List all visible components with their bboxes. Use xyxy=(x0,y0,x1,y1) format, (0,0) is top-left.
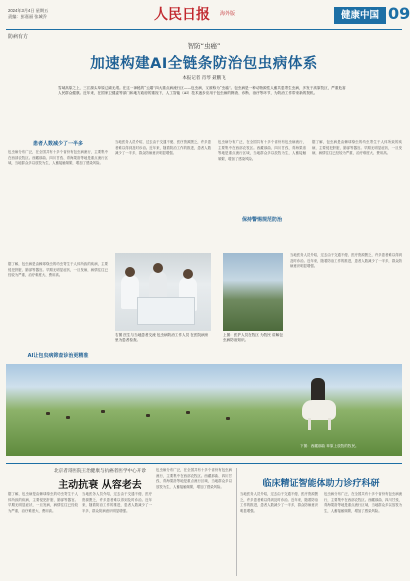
bottom-left-kicker: 北京者哥医院王治健康与抗癌者医学中心开诊 xyxy=(54,469,146,474)
section-divider xyxy=(6,463,402,464)
section-title: 健康中国 xyxy=(334,7,386,24)
subhead-prevention: 保持警惕规范防治 xyxy=(241,217,282,223)
bottom-right-headline: 临床精证智能体助力诊疗科研 xyxy=(262,479,380,489)
white-horse xyxy=(302,400,336,420)
newspaper-logo: 人民日报 xyxy=(154,7,210,23)
livestock-mark xyxy=(66,416,70,419)
masthead xyxy=(6,3,410,30)
column-label: 防病有方 xyxy=(8,34,29,40)
bottom-left-column-1: 据了解，包虫病是由棘球绦虫的幼虫寄生于人体所致的疾病，主要侵犯肝脏、肺部等器官。早期无明显症状，一旦发病，病情往往已经较为严重，治疗难度大、费用高。 xyxy=(8,492,78,513)
article-column-1b: 据了解，包虫病是由棘球绦虫的幼虫寄生于人体所致的疾病，主要侵犯肝脏、肺部等器官。早期无明显症状，一旦发病，病情往往已经较为严重，治疗难度大、费用高。 xyxy=(8,262,108,278)
newspaper-logo-sub: 海外版 xyxy=(220,11,236,17)
article-lead: 雪域高原之上，三江源头草原辽阔无垠。在这一神秘的“云端”四大重点病流行区——包虫病，又被称为“虫癌”。包虫病是一种动物源性人畜共患寄生虫病，多发于高原牧区，严重危害人民群众健康。近年来，在国家卫健委等部门和地方政府的重视下，人工智能（AI）技术逐步应用于包虫病的筛查、诊断、治疗等环节，为防治工作带来新的契机。 xyxy=(58,86,346,96)
issue-date: 2024年3月4日 星期五 xyxy=(8,8,49,13)
livestock-mark xyxy=(46,412,50,415)
photo-caption-grassland: 下图：西藏那曲 草原上放牧的牧民。 xyxy=(300,444,359,448)
horse-rider-figure xyxy=(298,374,338,432)
livestock-mark xyxy=(146,414,150,417)
photo-caption-plateau: 上图：医护人员在牧区 为牧民 讲解包虫病防治知识。 xyxy=(223,333,283,342)
bottom-right-column-1: 当地医务人员介绍，过去由于交通不便、医疗资源匮乏，许多患者难以得到及时诊治。近年来，随着防治工作的推进，患者人数减少了一半多，群众防病意识明显增强。 xyxy=(240,492,318,513)
bottom-right-column-2: 包虫病分布广泛，在全国共有十多个省份有包虫病流行，主要集中在西部农牧区。西藏那曲、四川甘孜、青海果洛等地是重点流行区域，当地群众多以放牧为生，人畜接触频繁，增加了感染风险。 xyxy=(324,492,402,513)
bottom-left-headline: 主动抗衰 从容老去 xyxy=(58,480,142,491)
livestock-mark xyxy=(186,411,190,414)
article-column-1: 包虫病分布广泛，在全国共有十多个省份有包虫病流行，主要集中在西部农牧区。西藏那曲、四川甘孜、青海果洛等地是重点流行区域，当地群众多以放牧为生，人畜接触频繁，增加了感染风险。 xyxy=(8,150,108,166)
column-separator xyxy=(236,468,237,576)
article-byline: 本报记者 肖琴 聂鹏飞 xyxy=(182,76,226,81)
hospital-ward-photo xyxy=(115,253,211,331)
article-column-5: 当地医务人员介绍，过去由于交通不便、医疗资源匮乏，许多患者难以得到及时诊治。近年来，随着防治工作的推进，患者人数减少了一半多，群众防病意识明显增强。 xyxy=(290,253,402,269)
editors-line: 责编：彭嘉丽 张城乔 xyxy=(8,14,47,19)
horse-leg xyxy=(308,418,311,430)
head-shape xyxy=(183,269,193,279)
grassland-herding-photo xyxy=(6,364,402,456)
bottom-left-column-2: 当地医务人员介绍，过去由于交通不便、医疗资源匮乏，许多患者难以得到及时诊治。近年来，随着防治工作的推进，患者人数减少了一半多，群众防病意识明显增强。 xyxy=(82,492,152,513)
photo-caption-ward: 右图 医生与当地患者交流 包虫病防治工作人员 在医院病房里为患者检查。 xyxy=(115,333,209,342)
subhead-patients: 患者人数减少了一半多 xyxy=(32,141,83,147)
horse-leg xyxy=(328,418,331,430)
article-column-4: 据了解，包虫病是由棘球绦虫的幼虫寄生于人体所致的疾病，主要侵犯肝脏、肺部等器官。早期无明显症状，一旦发病，病情往往已经较为严重，治疗难度大、费用高。 xyxy=(312,140,402,156)
article-kicker: 智防“虫癌” xyxy=(187,42,221,50)
plateau-photo xyxy=(223,253,283,331)
article-column-2: 当地医务人员介绍，过去由于交通不便、医疗资源匮乏，许多患者难以得到及时诊治。近年来，随着防治工作的推进，患者人数减少了一半多，群众防病意识明显增强。 xyxy=(115,140,211,156)
bottom-left-column-3: 包虫病分布广泛，在全国共有十多个省份有包虫病流行，主要集中在西部农牧区。西藏那曲、四川甘孜、青海果洛等地是重点流行区域，当地群众多以放牧为生，人畜接触频繁，增加了感染风险。 xyxy=(156,468,232,489)
article-headline: 加速构建AI全链条防治包虫病体系 xyxy=(90,56,318,72)
livestock-mark xyxy=(226,417,230,420)
subhead-ai: AI让包虫病筛查诊治更精准 xyxy=(27,353,89,359)
article-column-3: 包虫病分布广泛，在全国共有十多个省份有包虫病流行，主要集中在西部农牧区。西藏那曲、四川甘孜、青海果洛等地是重点流行区域，当地群众多以放牧为生，人畜接触频繁，增加了感染风险。 xyxy=(218,140,306,161)
page-number: 09 xyxy=(388,4,410,23)
hospital-bed xyxy=(137,297,195,325)
head-shape xyxy=(153,263,163,273)
head-shape xyxy=(125,267,135,277)
livestock-mark xyxy=(101,410,105,413)
